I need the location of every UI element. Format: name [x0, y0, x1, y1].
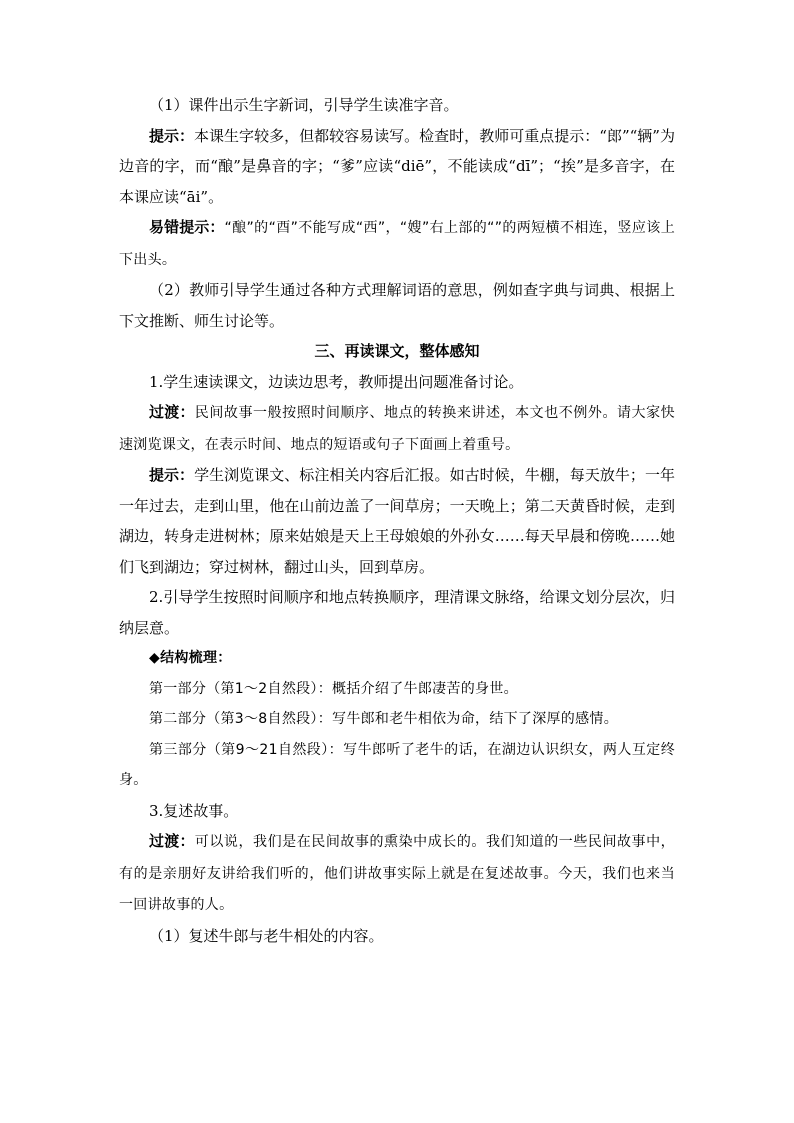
paragraph-hint-pronunciation: [119, 121, 675, 213]
structure-heading: ◆结构梳理：: [149, 650, 232, 666]
paragraph-task-3: 3.复述故事。: [149, 801, 239, 820]
structure-part-2: 第二部分（第3～8自然段）：写牛郎和老牛相依为命，结下了深厚的感情。: [149, 711, 619, 727]
error-hint-text: “酿”的“酉”不能写成“西”，“嫂”右上部的“”的两短横不相连，竖应该上下出头。: [119, 220, 675, 268]
paragraph-retell-1: （1）复述牛郎与老牛相处的内容。: [149, 926, 384, 945]
paragraph-transition-1: [119, 397, 675, 460]
paragraph-error-hint: [119, 212, 675, 275]
paragraph-task-2: 2.引导学生按照时间顺序和地点转换顺序，理清课文脉络，给课文划分层次，归纳层意。: [119, 588, 675, 637]
transition-text: 民间故事一般按照时间顺序、地点的转换来讲述，本文也不例外。请大家快速浏览课文，在表示时间、地点的短语或句子下面画上着重号。: [119, 405, 675, 453]
section-heading: 三、再读课文，整体感知: [314, 342, 480, 360]
paragraph-task-1: 1.学生速读课文，边读边思考，教师提出问题准备讨论。: [149, 372, 524, 391]
error-hint-label: 易错提示：: [149, 218, 225, 236]
paragraph-transition-2: [119, 826, 675, 921]
structure-part-1: 第一部分（第1～2自然段）：概括介绍了牛郎凄苦的身世。: [149, 680, 518, 697]
hint-label: 提示：: [149, 126, 195, 145]
paragraph-step-1: （1）课件出示生字新词，引导学生读准字音。: [149, 96, 459, 114]
transition-text: 可以说，我们是在民间故事的熏染中成长的。我们知道的一些民间故事中，有的是亲朋好友讲给我们听的，他们讲故事实际上就是在复述故事。今天，我们也来当一回讲故事的人。: [119, 834, 675, 913]
hint-label: 提示：: [149, 466, 195, 484]
transition-label: 过渡：: [149, 403, 195, 421]
document-page: [119, 90, 675, 951]
structure-part-3: 第三部分（第9～21自然段）：写牛郎听了老牛的话，在湖边认识织女，两人互定终身。: [119, 741, 675, 788]
transition-label: 过渡：: [149, 832, 195, 850]
hint-text: 学生浏览课文、标注相关内容后汇报。如古时候，牛棚，每天放牛；一年一年过去，走到山里，他在山前边盖了一间草房；一天晚上；第二天黄昏时候，走到湖边，转身走进树林；原来姑娘是天上王母娘娘的外孙女……每天早晨和傍晚……她们飞到湖边；穿过树林，翻过山头，回到草房。: [119, 466, 675, 576]
hint-text: 本课生字较多，但都较容易读写。检查时，教师可重点提示：“郎”“辆”为边音的字，而“酿”是鼻音的字；“爹”应读“diē”，不能读成“dī”；“挨”是多音字，在本课应读“āi”。: [119, 126, 675, 206]
paragraph-step-2: （2）教师引导学生通过各种方式理解词语的意思，例如查字典与词典、根据上下文推断、师生讨论等。: [119, 281, 675, 330]
paragraph-hint-timeline: [119, 460, 675, 582]
